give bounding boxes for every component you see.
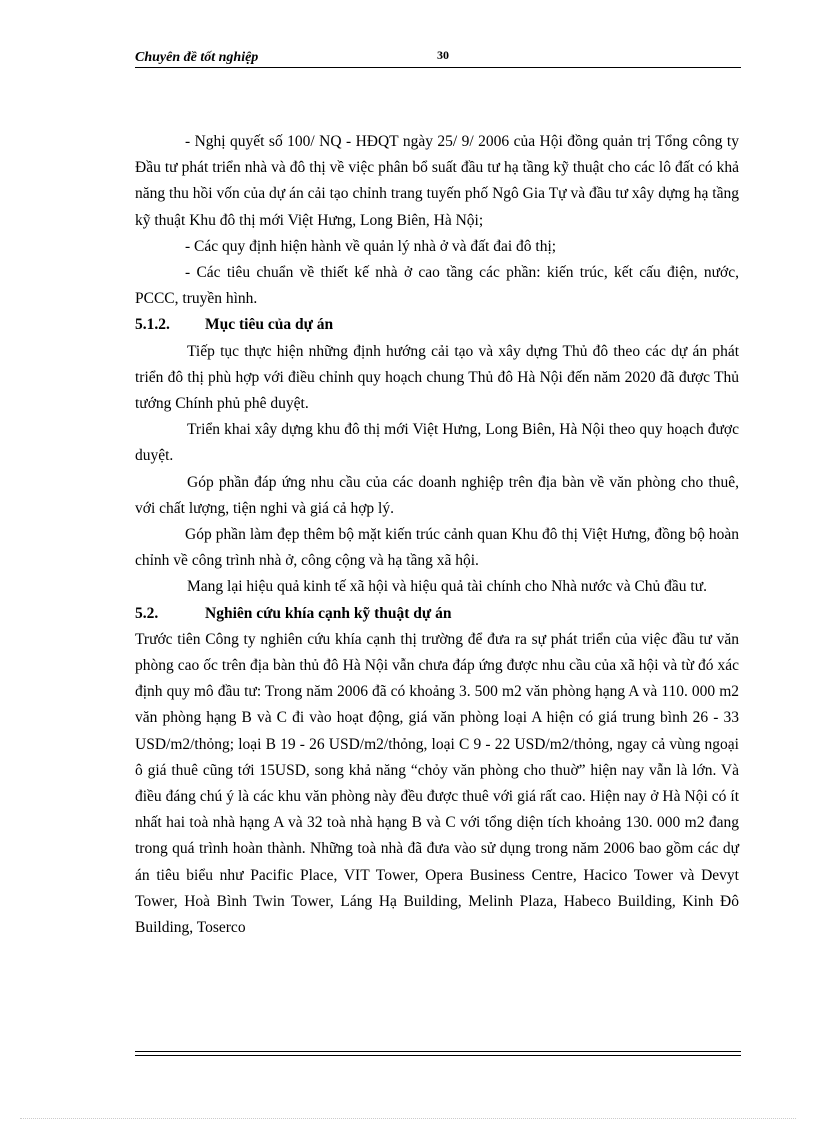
section-number: 5.1.2. bbox=[135, 316, 170, 334]
paragraph-objective-1: Tiếp tục thực hiện những định hướng cải tạo và xây dựng Thủ đô theo các dự án phát triển đô thị phù hợp với điều chỉnh quy hoạch chung Thủ đô Hà Nội đến năm 2020 đã được Thủ tướng Chính phủ phê duyệt. bbox=[135, 342, 739, 413]
footer-divider bbox=[135, 1051, 741, 1056]
page-edge bbox=[20, 1118, 796, 1119]
section-heading-objectives bbox=[135, 312, 739, 338]
header-title: Chuyên đề tốt nghiệp bbox=[135, 50, 259, 65]
document-body bbox=[135, 129, 739, 941]
section-number: 5.2. bbox=[135, 604, 159, 622]
section-title: Mục tiêu của dự án bbox=[205, 316, 334, 334]
paragraph-objective-2: Triển khai xây dựng khu đô thị mới Việt Hưng, Long Biên, Hà Nội theo quy hoạch được duyệt. bbox=[135, 421, 739, 465]
paragraph-objective-4: Góp phần làm đẹp thêm bộ mặt kiến trúc cảnh quan Khu đô thị Việt Hưng, đồng bộ hoàn chỉnh về công trình nhà ở, công cộng và hạ tầng xã hội. bbox=[135, 526, 739, 570]
paragraph-objective-5: Mang lại hiệu quả kinh tế xã hội và hiệu quả tài chính cho Nhà nước và Chủ đầu tư. bbox=[187, 578, 708, 596]
paragraph-resolution: - Nghị quyết số 100/ NQ - HĐQT ngày 25/ 9/ 2006 của Hội đồng quản trị Tổng công ty Đầu tư phát triển nhà và đô thị về việc phân bổ suất đầu tư hạ tầng kỹ thuật cho các lô đất có khả năng thu hồi vốn của dự án cải tạo chỉnh trang tuyến phố Ngô Gia Tự và đầu tư xây dựng hạ tầng kỹ thuật Khu đô thị mới Việt Hưng, Long Biên, Hà Nội; bbox=[135, 133, 739, 229]
page-header bbox=[135, 48, 741, 68]
section-heading-technical bbox=[135, 601, 739, 627]
page-number: 30 bbox=[437, 48, 449, 62]
paragraph-market-research: Trước tiên Công ty nghiên cứu khía cạnh thị trường để đưa ra sự phát triển của việc đầu tư văn phòng cao ốc trên địa bàn thủ đô Hà Nội vẫn chưa đáp ứng được nhu cầu của xã hội và từ đó xác định quy mô đầu tư: Trong năm 2006 đã có khoảng 3. 500 m2 văn phòng hạng A và 110. 000 m2 văn phòng hạng B và C đi vào hoạt động, giá văn phòng loại A hiện có giá trung bình 26 - 33 USD/m2/thỏng; loại B 19 - 26 USD/m2/thỏng, loại C 9 - 22 USD/m2/thỏng, ngay cả vùng ngoại ô giá thuê cũng tới 15USD, song khả năng “chỏy văn phòng cho thuờ” hiện nay vẫn là lớn. Và điều đáng chú ý là các khu văn phòng này đều được thuê với giá rất cao. Hiện nay ở Hà Nội có ít nhất hai toà nhà hạng A và 32 toà nhà hạng B và C với tổng diện tích khoảng 130. 000 m2 đang trong quá trình hoàn thành. Những toà nhà đã đưa vào sử dụng trong năm 2006 bao gồm các dự án tiêu biểu như Pacific Place, VIT Tower, Opera Business Centre, Hacico Tower và Devyt Tower, Hoà Bình Twin Tower, Láng Hạ Building, Melinh Plaza, Habeco Building, Kinh Đô Building, Toserco bbox=[135, 630, 739, 937]
paragraph-standards: - Các tiêu chuẩn về thiết kế nhà ở cao tầng các phần: kiến trúc, kết cấu điện, nước, PCCC, truyền hình. bbox=[135, 264, 739, 308]
paragraph-regulations: - Các quy định hiện hành về quản lý nhà ở và đất đai đô thị; bbox=[185, 237, 557, 255]
header-divider bbox=[135, 67, 741, 68]
section-title: Nghiên cứu khía cạnh kỹ thuật dự án bbox=[205, 604, 452, 622]
paragraph-objective-3: Góp phần đáp ứng nhu cầu của các doanh nghiệp trên địa bàn về văn phòng cho thuê, với chất lượng, tiện nghi và giá cả hợp lý. bbox=[135, 473, 739, 517]
